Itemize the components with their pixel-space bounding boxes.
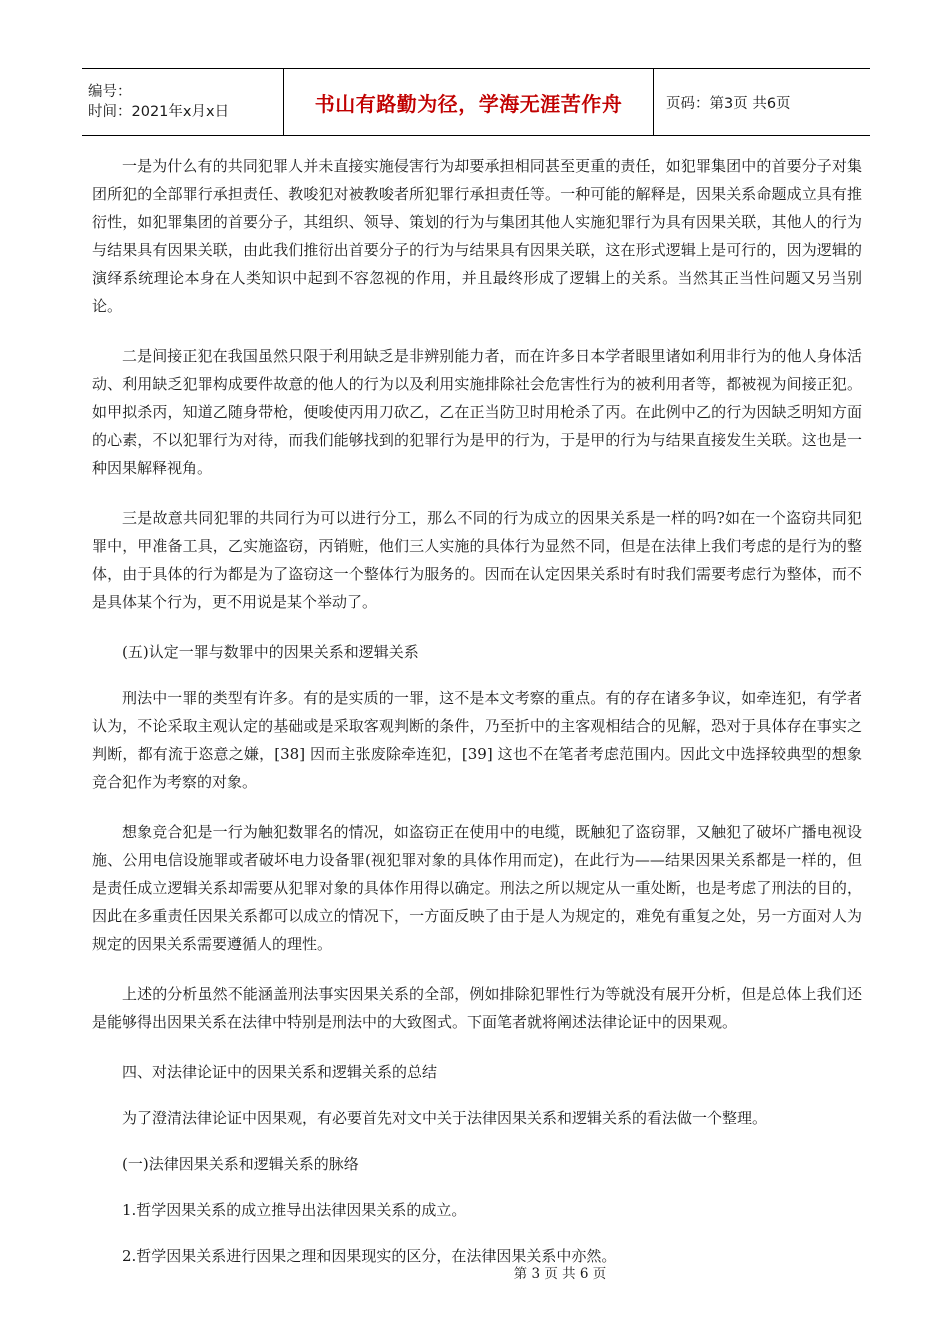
page-footer: 第 3 页 共 6 页 xyxy=(513,1266,607,1282)
header-motto: 书山有路勤为径，学海无涯苦作舟 xyxy=(284,69,654,135)
list-item-2: 2.哲学因果关系进行因果之理和因果现实的区分，在法律因果关系中亦然。 xyxy=(122,1247,617,1265)
header-table xyxy=(82,68,870,136)
paragraph-1: 一是为什么有的共同犯罪人并未直接实施侵害行为却要承担相同甚至更重的责任，如犯罪集团中的首要分子对集团所犯的全部罪行承担责任、教唆犯对被教唆者所犯罪行承担责任等。一种可能的解释是，因果关系命题成立具有推衍性，如犯罪集团的首要分子，其组织、领导、策划的行为与集团其他人实施犯罪行为具有因果关联，其他人的行为与结果具有因果关联，由此我们推衍出首要分子的行为与结果具有因果关联，这在形式逻辑上是可行的，因为逻辑的演绎系统理论本身在人类知识中起到不容忽视的作用，并且最终形成了逻辑上的关系。当然其正当性问题又另当别论。 xyxy=(92,157,862,315)
header-page-label: 页码：第3页 共6页 xyxy=(666,95,791,112)
paragraph-6: 上述的分析虽然不能涵盖刑法事实因果关系的全部，例如排除犯罪性行为等就没有展开分析，但是总体上我们还是能够得出因果关系在法律中特别是刑法中的大致图式。下面笔者就将阐述法律论证中的因果观。 xyxy=(92,985,862,1031)
document-body xyxy=(92,152,862,1288)
document-number-label: 编号： xyxy=(88,84,132,100)
section-heading-4: 四、对法律论证中的因果关系和逻辑关系的总结 xyxy=(122,1063,438,1081)
paragraph-7: 为了澄清法律论证中因果观，有必要首先对文中关于法律因果关系和逻辑关系的看法做一个整理。 xyxy=(122,1109,768,1127)
list-item-1: 1.哲学因果关系的成立推导出法律因果关系的成立。 xyxy=(122,1201,467,1219)
document-date-label: 时间：2021年x月x日 xyxy=(88,104,230,120)
paragraph-5: 想象竞合犯是一行为触犯数罪名的情况，如盗窃正在使用中的电缆，既触犯了盗窃罪，又触犯了破坏广播电视设施、公用电信设施罪或者破坏电力设备罪(视犯罪对象的具体作用而定)，在此行为——结果因果关系都是一样的，但是责任成立逻辑关系却需要从犯罪对象的具体作用得以确定。刑法之所以规定从一重处断，也是考虑了刑法的目的，因此在多重责任因果关系都可以成立的情况下，一方面反映了由于是人为规定的，难免有重复之处，另一方面对人为规定的因果关系需要遵循人的理性。 xyxy=(92,823,862,953)
paragraph-4: 刑法中一罪的类型有许多。有的是实质的一罪，这不是本文考察的重点。有的存在诸多争议，如牵连犯，有学者认为，不论采取主观认定的基础或是采取客观判断的条件，乃至折中的主客观相结合的见解，恐对于具体存在事实之判断，都有流于恣意之嫌，[38] 因而主张废除牵连犯，[39] 这也不在笔者考虑范围内。因此文中选择较典型的想象竞合犯作为考察的对象。 xyxy=(92,689,862,791)
paragraph-2: 二是间接正犯在我国虽然只限于利用缺乏是非辨别能力者，而在许多日本学者眼里诸如利用非行为的他人身体活动、利用缺乏犯罪构成要件故意的他人的行为以及利用实施排除社会危害性行为的被利用者等，都被视为间接正犯。如甲拟杀丙，知道乙随身带枪，便唆使丙用刀砍乙，乙在正当防卫时用枪杀了丙。在此例中乙的行为因缺乏明知方面的心素，不以犯罪行为对待，而我们能够找到的犯罪行为是甲的行为，于是甲的行为与结果直接发生关联。这也是一种因果解释视角。 xyxy=(92,347,862,477)
subsection-heading-1: (一)法律因果关系和逻辑关系的脉络 xyxy=(122,1155,359,1173)
paragraph-3: 三是故意共同犯罪的共同行为可以进行分工，那么不同的行为成立的因果关系是一样的吗?如在一个盗窃共同犯罪中，甲准备工具，乙实施盗窃，丙销赃，他们三人实施的具体行为显然不同，但是在法律上我们考虑的是行为的整体，由于具体的行为都是为了盗窃这一个整体行为服务的。因而在认定因果关系时有时我们需要考虑行为整体，而不是具体某个行为，更不用说是某个举动了。 xyxy=(92,509,862,611)
section-heading-5: (五)认定一罪与数罪中的因果关系和逻辑关系 xyxy=(122,643,419,661)
header-meta-cell xyxy=(82,69,284,135)
